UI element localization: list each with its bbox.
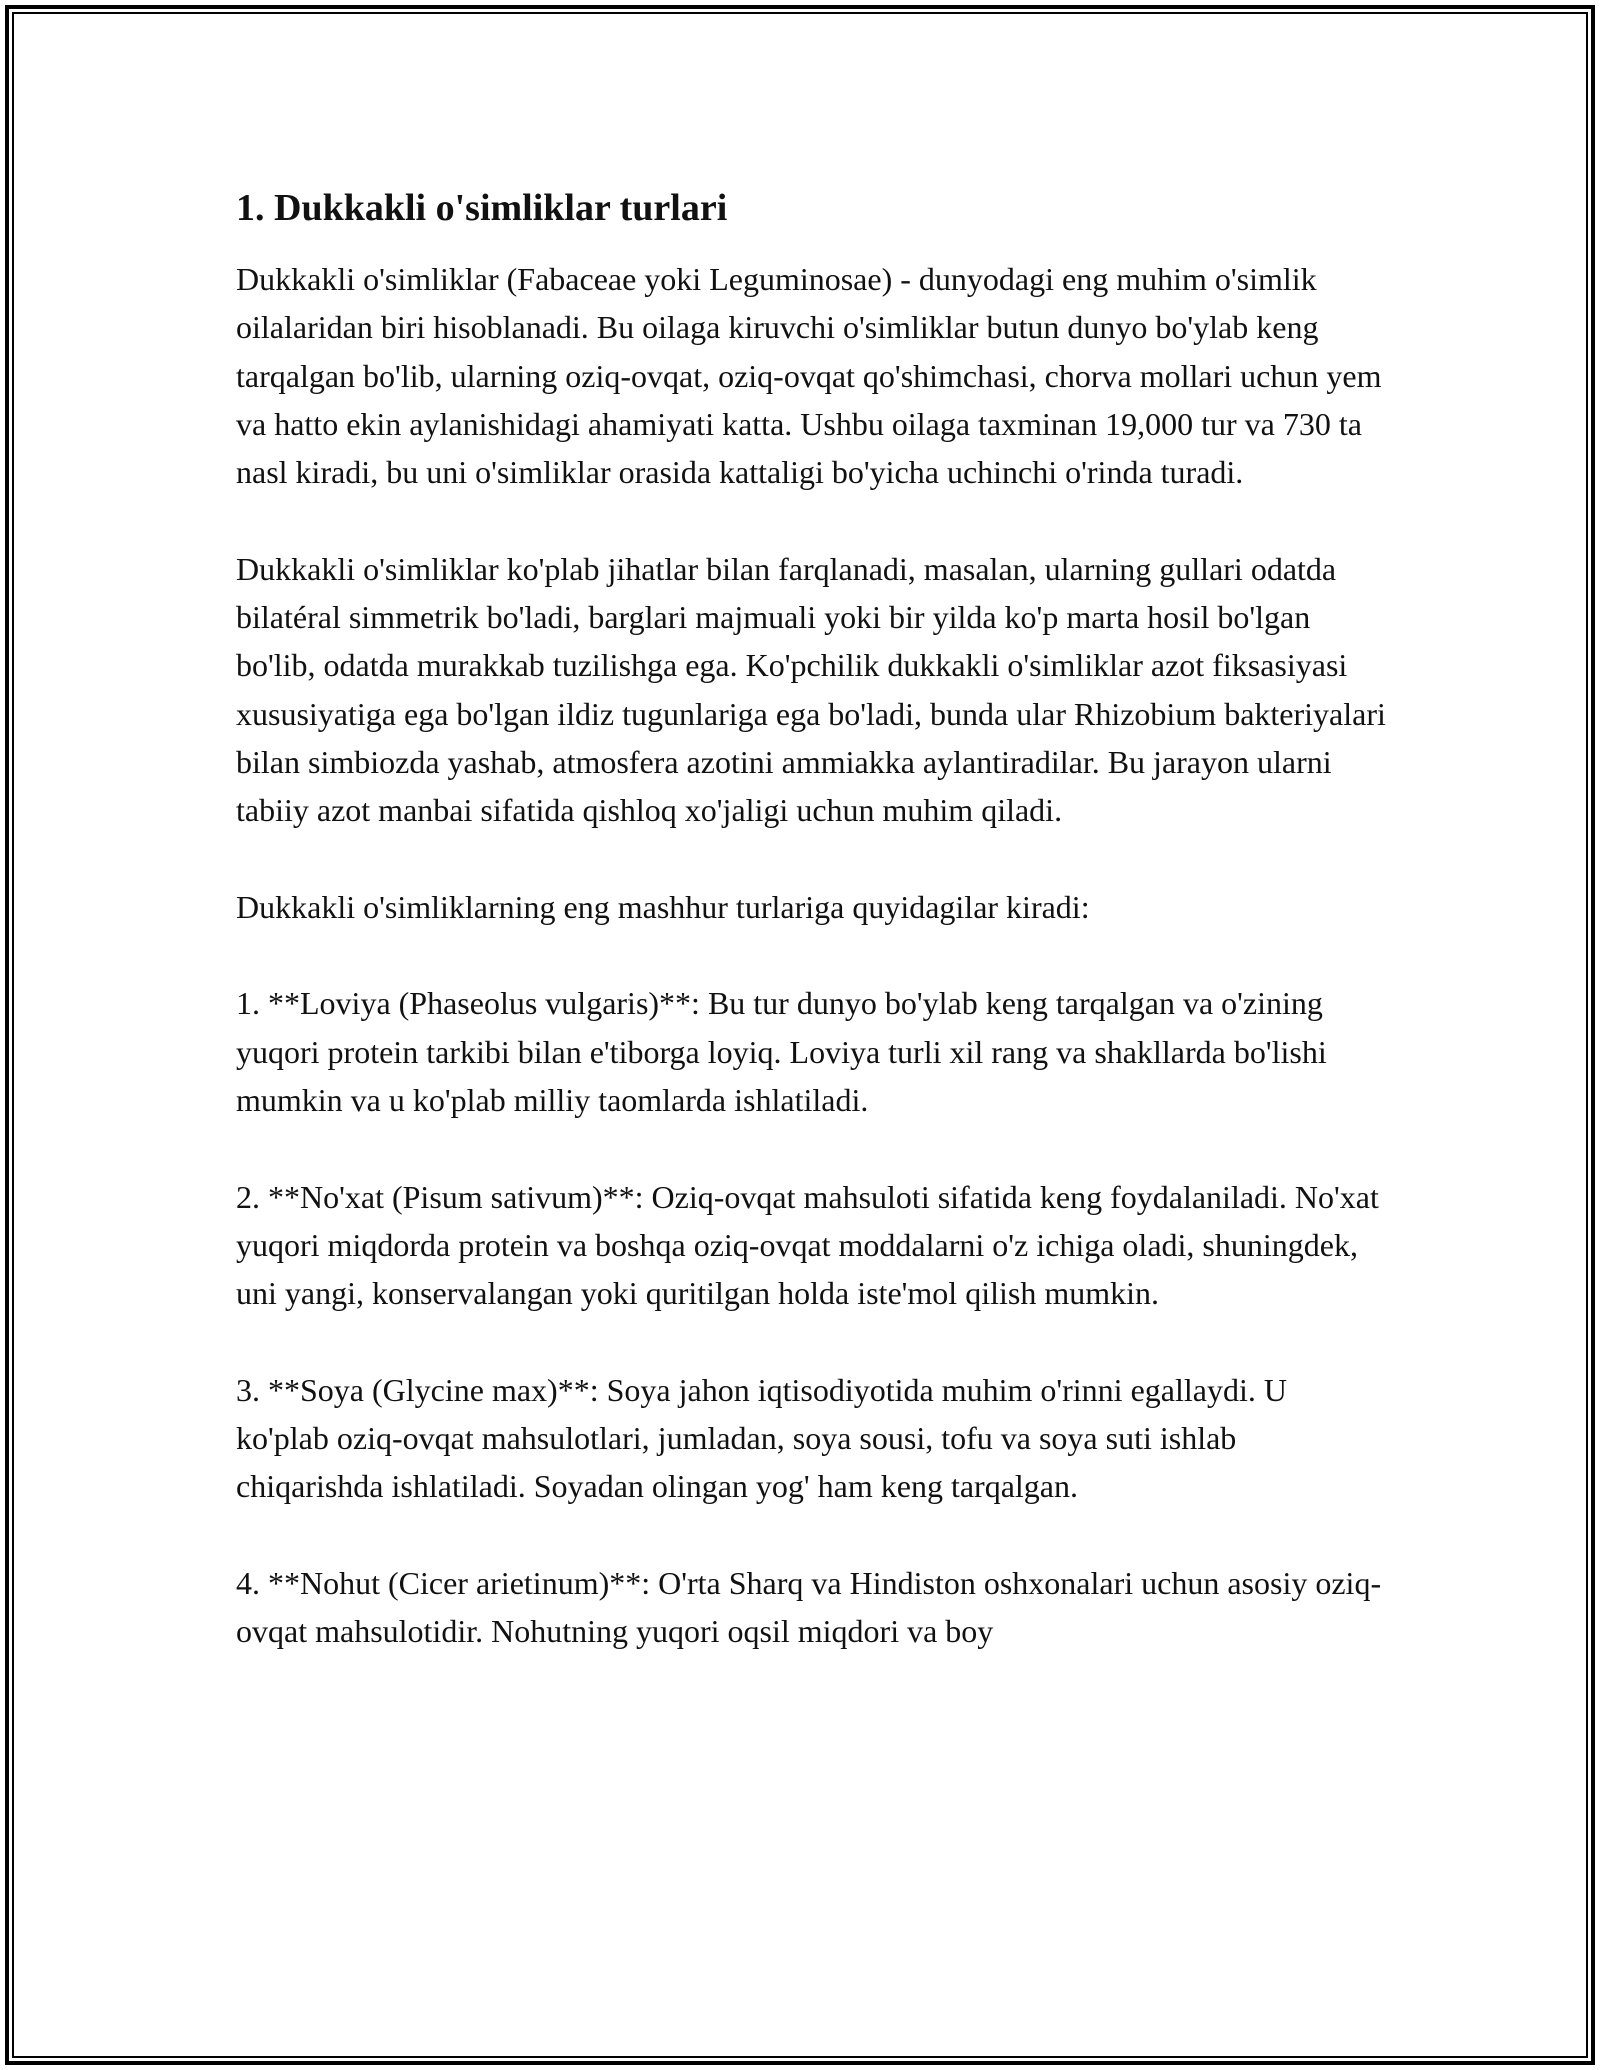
document-body	[236, 185, 1386, 1704]
paragraph-list-intro: Dukkakli o'simliklarning eng mashhur turlariga quyidagilar kiradi:	[236, 888, 1090, 925]
list-item-noxat: 2. **No'xat (Pisum sativum)**: Oziq-ovqat mahsuloti sifatida keng foydalaniladi. No'xat yuqori miqdorda protein va boshqa oziq-ovqat moddalarni o'z ichiga oladi, shuningdek, uni yangi, konservalangan yoki quritilgan holda iste'mol qilish mumkin.	[236, 1178, 1379, 1312]
paragraph-characteristics: Dukkakli o'simliklar ko'plab jihatlar bilan farqlanadi, masalan, ularning gullari odatda bilatéral simmetrik bo'ladi, barglari majmuali yoki bir yilda ko'p marta hosil bo'lgan bo'lib, odatda murakkab tuzilishga ega. Ko'pchilik dukkakli o'simliklar azot fiksasiyasi xususiyatiga ega bo'lgan ildiz tugunlariga ega bo'ladi, bunda ular Rhizobium bakteriyalari bilan simbiozda yashab, atmosfera azotini ammiakka aylantiradilar. Bu jarayon ularni tabiiy azot manbai sifatida qishloq xo'jaligi uchun muhim qiladi.	[236, 550, 1386, 829]
list-item-soya: 3. **Soya (Glycine max)**: Soya jahon iqtisodiyotida muhim o'rinni egallaydi. U ko'plab oziq-ovqat mahsulotlari, jumladan, soya sousi, tofu va soya suti ishlab chiqarishda ishlatiladi. Soyadan olingan yog' ham keng tarqalgan.	[236, 1371, 1287, 1505]
list-item-nohut: 4. **Nohut (Cicer arietinum)**: O'rta Sharq va Hindiston oshxonalari uchun asosiy oziq-ovqat mahsulotidir. Nohutning yuqori oqsil miqdori va boy	[236, 1565, 1382, 1650]
section-heading: 1. Dukkakli o'simliklar turlari	[236, 187, 728, 229]
list-item-loviya: 1. **Loviya (Phaseolus vulgaris)**: Bu tur dunyo bo'ylab keng tarqalgan va o'zining yuqori protein tarkibi bilan e'tiborga loyiq. Loviya turli xil rang va shakllarda bo'lishi mumkin va u ko'plab milliy taomlarda ishlatiladi.	[236, 985, 1327, 1119]
paragraph-intro: Dukkakli o'simliklar (Fabaceae yoki Leguminosae) - dunyodagi eng muhim o'simlik oilalaridan biri hisoblanadi. Bu oilaga kiruvchi o'simliklar butun dunyo bo'ylab keng tarqalgan bo'lib, ularning oziq-ovqat, oziq-ovqat qo'shimchasi, chorva mollari uchun yem va hatto ekin aylanishidagi ahamiyati katta. Ushbu oilaga taxminan 19,000 tur va 730 ta nasl kiradi, bu uni o'simliklar orasida kattaligi bo'yicha uchinchi o'rinda turadi.	[236, 261, 1382, 491]
